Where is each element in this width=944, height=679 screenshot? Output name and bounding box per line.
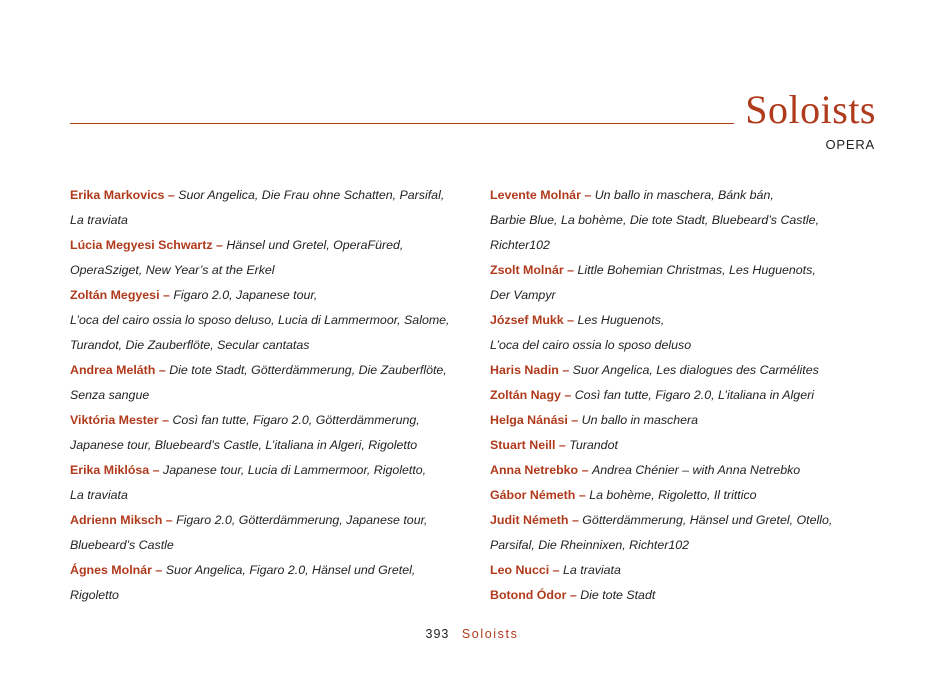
soloist-name: Zoltán Nagy xyxy=(490,388,561,402)
soloist-works: Götterdämmerung, Hänsel und Gretel, Otello, xyxy=(582,513,833,527)
soloist-works-continued: Rigoletto xyxy=(70,588,119,602)
entry-separator: – xyxy=(167,188,175,202)
soloist-works: Japanese tour, Lucia di Lammermoor, Rigoletto, xyxy=(163,463,427,477)
soloist-works: Die tote Stadt, Götterdämmerung, Die Zauberflöte, xyxy=(169,363,447,377)
soloist-works-continued: L’oca del cairo ossia lo sposo deluso xyxy=(490,338,692,352)
page-title: Soloists xyxy=(745,87,876,132)
soloist-name: Viktória Mester xyxy=(70,413,159,427)
soloist-works: Figaro 2.0, Japanese tour, xyxy=(173,288,318,302)
soloist-name: Ágnes Molnár xyxy=(70,563,152,577)
soloist-works-continued: L’oca del cairo ossia lo sposo deluso, Lucia di Lammermoor, Salome, xyxy=(70,313,450,327)
left-column xyxy=(70,183,475,608)
header-rule xyxy=(70,123,734,124)
entry-separator: – xyxy=(162,288,170,302)
page-number: 393 xyxy=(425,627,450,641)
soloist-works-continued: Richter102 xyxy=(490,238,550,252)
soloist-entry xyxy=(490,508,880,558)
soloist-entry xyxy=(490,183,880,258)
soloist-entry xyxy=(70,508,475,558)
soloist-name: József Mukk xyxy=(490,313,564,327)
soloist-entry xyxy=(70,283,475,358)
right-column xyxy=(490,183,880,608)
soloist-entry xyxy=(490,258,880,308)
entry-separator: – xyxy=(567,313,575,327)
soloist-entry xyxy=(70,233,475,283)
soloist-entry xyxy=(70,408,475,458)
soloist-works-continued: Der Vampyr xyxy=(490,288,556,302)
soloist-works: Così fan tutte, Figaro 2.0, Götterdämmerung, xyxy=(172,413,420,427)
soloist-name: Andrea Meláth xyxy=(70,363,156,377)
soloist-name: Stuart Neill xyxy=(490,438,556,452)
soloist-works-continued: La traviata xyxy=(70,488,128,502)
soloist-entry xyxy=(70,458,475,508)
entry-separator: – xyxy=(558,438,566,452)
soloist-name: Adrienn Miksch xyxy=(70,513,163,527)
soloist-name: Anna Netrebko xyxy=(490,463,579,477)
soloist-works: La bohème, Rigoletto, Il trittico xyxy=(589,488,757,502)
soloist-works-continued: Japanese tour, Bluebeard’s Castle, L’italiana in Algeri, Rigoletto xyxy=(70,438,418,452)
entry-separator: – xyxy=(162,413,169,427)
soloist-works: Hänsel und Gretel, OperaFüred, xyxy=(226,238,404,252)
soloist-entry xyxy=(490,458,880,483)
entry-separator: – xyxy=(158,363,166,377)
soloist-works-continued: OperaSziget, New Year’s at the Erkel xyxy=(70,263,275,277)
soloist-works: Die tote Stadt xyxy=(580,588,656,602)
soloist-name: Erika Miklósa xyxy=(70,463,150,477)
soloist-name: Judit Németh xyxy=(490,513,569,527)
soloist-name: Helga Nánási xyxy=(490,413,568,427)
soloist-name: Levente Molnár xyxy=(490,188,581,202)
soloist-works: La traviata xyxy=(563,563,621,577)
soloist-works: Andrea Chénier – with Anna Netrebko xyxy=(591,463,801,477)
soloist-works: Suor Angelica, Figaro 2.0, Hänsel und Gretel, xyxy=(165,563,416,577)
entry-separator: – xyxy=(562,363,570,377)
soloist-entry xyxy=(70,558,475,608)
soloist-name: Haris Nadin xyxy=(490,363,559,377)
entry-separator: – xyxy=(552,563,560,577)
soloist-entry xyxy=(490,358,880,383)
soloist-entry xyxy=(490,433,880,458)
soloist-works: Little Bohemian Christmas, Les Huguenots, xyxy=(577,263,816,277)
soloist-works: Suor Angelica, Les dialogues des Carmélites xyxy=(572,363,819,377)
soloist-entry xyxy=(490,383,880,408)
soloist-works: Les Huguenots, xyxy=(577,313,665,327)
entry-separator: – xyxy=(165,513,173,527)
soloist-works-continued: La traviata xyxy=(70,213,128,227)
page-footer xyxy=(0,627,944,641)
soloist-works-continued: Senza sangue xyxy=(70,388,150,402)
entry-separator: – xyxy=(216,238,223,252)
entry-separator: – xyxy=(152,463,160,477)
soloist-entry xyxy=(70,183,475,233)
entry-separator: – xyxy=(155,563,163,577)
entry-separator: – xyxy=(569,588,577,602)
entry-separator: – xyxy=(571,413,579,427)
entry-separator: – xyxy=(581,463,589,477)
soloist-entry xyxy=(490,583,880,608)
soloist-entry xyxy=(490,308,880,358)
page-subtitle: OPERA xyxy=(825,137,875,152)
soloist-name: Erika Markovics xyxy=(70,188,165,202)
soloist-works: Così fan tutte, Figaro 2.0, L’italiana in Algeri xyxy=(574,388,814,402)
entry-separator: – xyxy=(584,188,592,202)
soloist-name: Gábor Németh xyxy=(490,488,576,502)
soloist-works: Suor Angelica, Die Frau ohne Schatten, Parsifal, xyxy=(178,188,445,202)
soloist-works: Un ballo in maschera xyxy=(581,413,699,427)
soloist-entry xyxy=(490,558,880,583)
soloist-works-continued: Parsifal, Die Rheinnixen, Richter102 xyxy=(490,538,690,552)
soloist-works: Un ballo in maschera, Bánk bán, xyxy=(594,188,774,202)
entry-separator: – xyxy=(571,513,579,527)
soloist-works-continued: Barbie Blue, La bohème, Die tote Stadt, Bluebeard’s Castle, xyxy=(490,213,820,227)
entry-separator: – xyxy=(578,488,586,502)
soloist-works-continued: Turandot, Die Zauberflöte, Secular cantatas xyxy=(70,338,310,352)
entry-separator: – xyxy=(564,388,572,402)
soloist-works: Figaro 2.0, Götterdämmerung, Japanese tour, xyxy=(176,513,428,527)
footer-section-title: Soloists xyxy=(461,627,519,641)
soloist-works-continued: Bluebeard’s Castle xyxy=(70,538,174,552)
entry-separator: – xyxy=(567,263,575,277)
soloist-works: Turandot xyxy=(569,438,618,452)
soloist-entry xyxy=(490,483,880,508)
soloist-entry xyxy=(490,408,880,433)
soloist-name: Zoltán Megyesi xyxy=(70,288,160,302)
soloist-name: Lúcia Megyesi Schwartz xyxy=(70,238,213,252)
soloist-entry xyxy=(70,358,475,408)
soloist-name: Botond Ódor xyxy=(490,588,567,602)
soloist-name: Zsolt Molnár xyxy=(490,263,564,277)
soloist-name: Leo Nucci xyxy=(490,563,550,577)
